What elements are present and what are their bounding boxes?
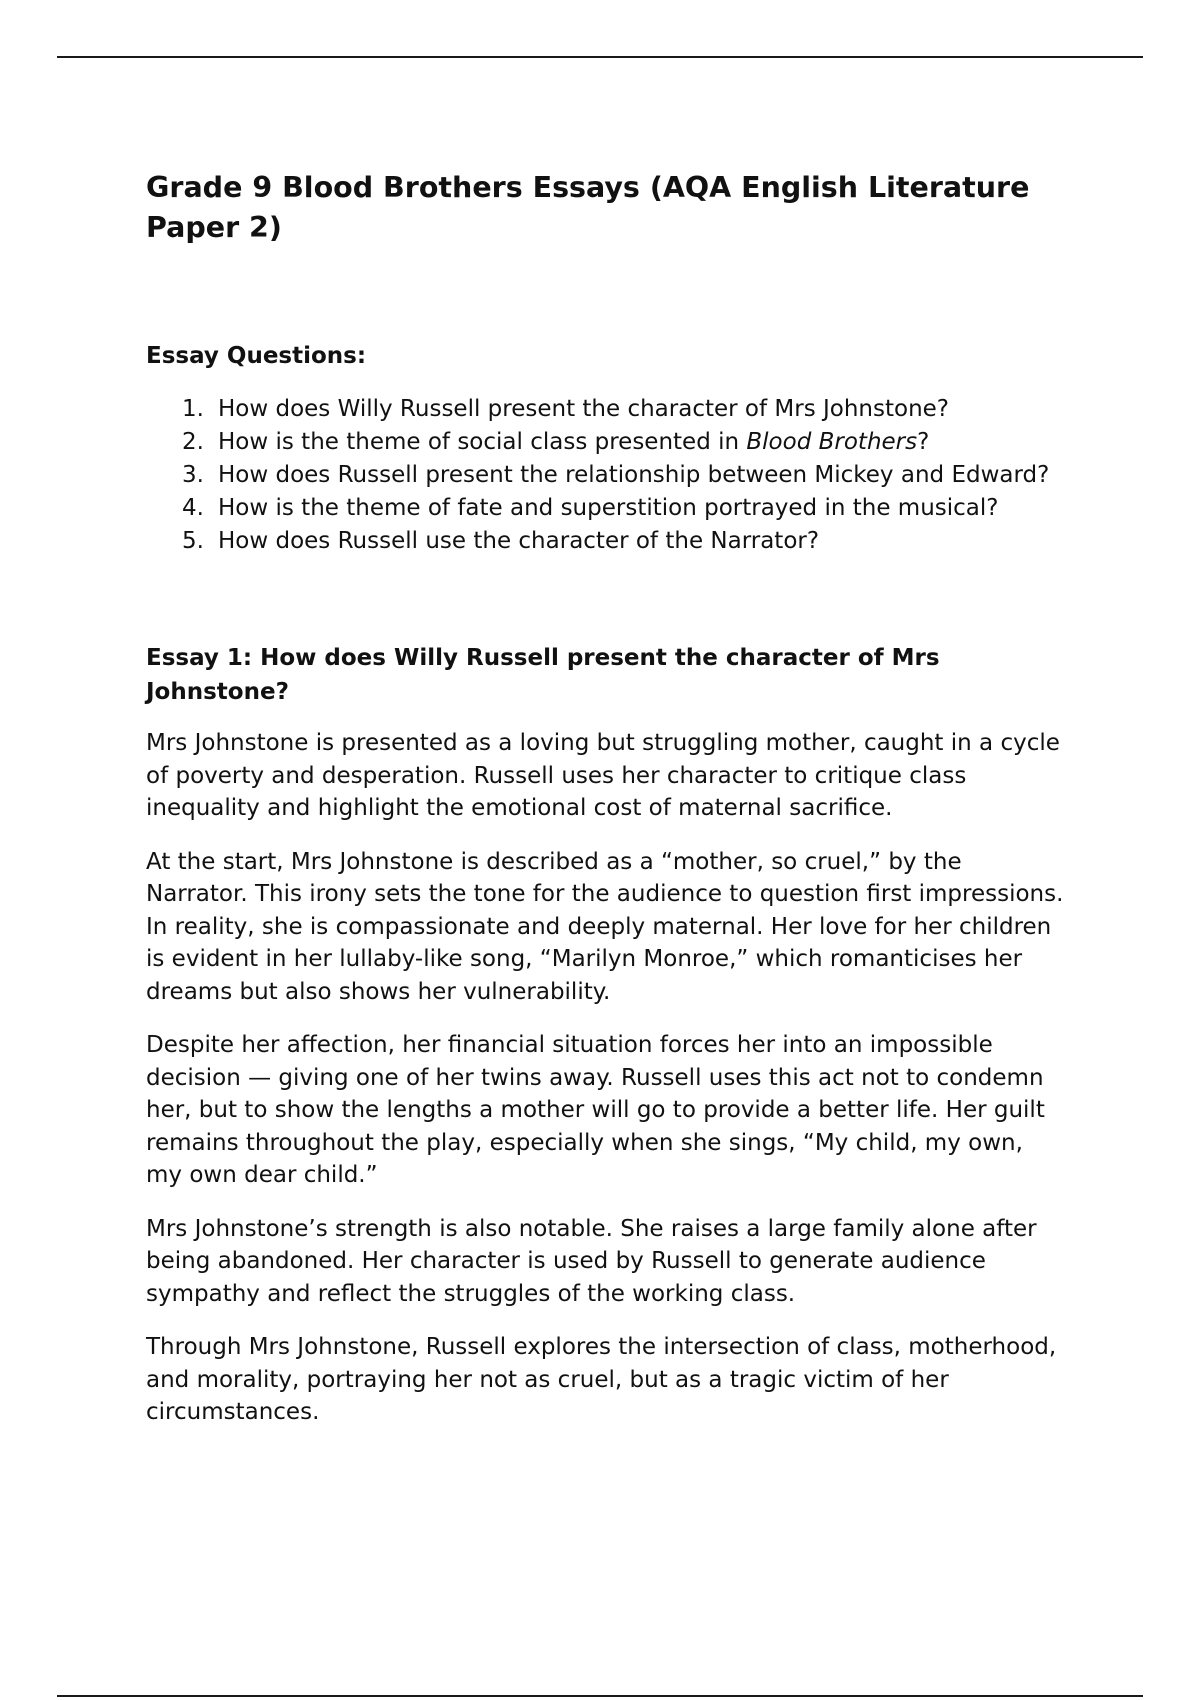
list-item-text: How does Russell use the character of the Narrator? [218, 528, 820, 554]
list-item-number: 2. [182, 429, 204, 455]
document-title: Grade 9 Blood Brothers Essays (AQA English Literature Paper 2) [146, 171, 1030, 244]
list-item [146, 393, 1066, 426]
list-item-number: 4. [182, 495, 204, 521]
essay-heading: Essay 1: How does Willy Russell present the character of Mrs Johnstone? [146, 645, 940, 705]
list-item-text: How does Willy Russell present the character of Mrs Johnstone? [218, 396, 950, 422]
essay-paragraph: At the start, Mrs Johnstone is described as a “mother, so cruel,” by the Narrator. This irony sets the tone for the audience to question first impressions. In reality, she is compassionate and deeply maternal. Her love for her children is evident in her lullaby-like song, “Marilyn Monroe,” which romanticises her dreams but also shows her vulnerability. [146, 848, 1064, 1005]
list-item [146, 426, 1066, 459]
list-item [146, 492, 1066, 525]
document-body [146, 168, 1066, 1429]
list-item [146, 459, 1066, 492]
essay-paragraph: Through Mrs Johnstone, Russell explores the intersection of class, motherhood, and morality, portraying her not as cruel, but as a tragic victim of her circumstances. [146, 1334, 1057, 1425]
question-list [146, 393, 1066, 558]
list-item-number: 3. [182, 462, 204, 488]
list-item-number: 1. [182, 396, 204, 422]
list-item [146, 525, 1066, 558]
list-item-number: 5. [182, 528, 204, 554]
essay-paragraph: Mrs Johnstone is presented as a loving but struggling mother, caught in a cycle of poverty and desperation. Russell uses her character to critique class inequality and highlight the emotional cost of maternal sacrifice. [146, 730, 1060, 821]
play-title-italic: Blood Brothers [746, 429, 918, 455]
questions-heading: Essay Questions: [146, 343, 367, 369]
list-item-text: How does Russell present the relationship between Mickey and Edward? [218, 462, 1050, 488]
essay-paragraph: Despite her affection, her financial situation forces her into an impossible decision — giving one of her twins away. Russell uses this act not to condemn her, but to show the lengths a mother will go to provide a better life. Her guilt remains throughout the play, especially when she sings, “My child, my own, my own dear child.” [146, 1032, 1045, 1188]
list-item-text: How is the theme of social class presented in [218, 429, 747, 455]
list-item-text: How is the theme of fate and superstition portrayed in the musical? [218, 495, 999, 521]
footer-rule [57, 1695, 1143, 1697]
essay-paragraph: Mrs Johnstone’s strength is also notable. She raises a large family alone after being abandoned. Her character is used by Russell to generate audience sympathy and reflect the struggles of the working class. [146, 1215, 1037, 1307]
header-rule [57, 56, 1143, 58]
list-item-text-end: ? [917, 429, 930, 455]
